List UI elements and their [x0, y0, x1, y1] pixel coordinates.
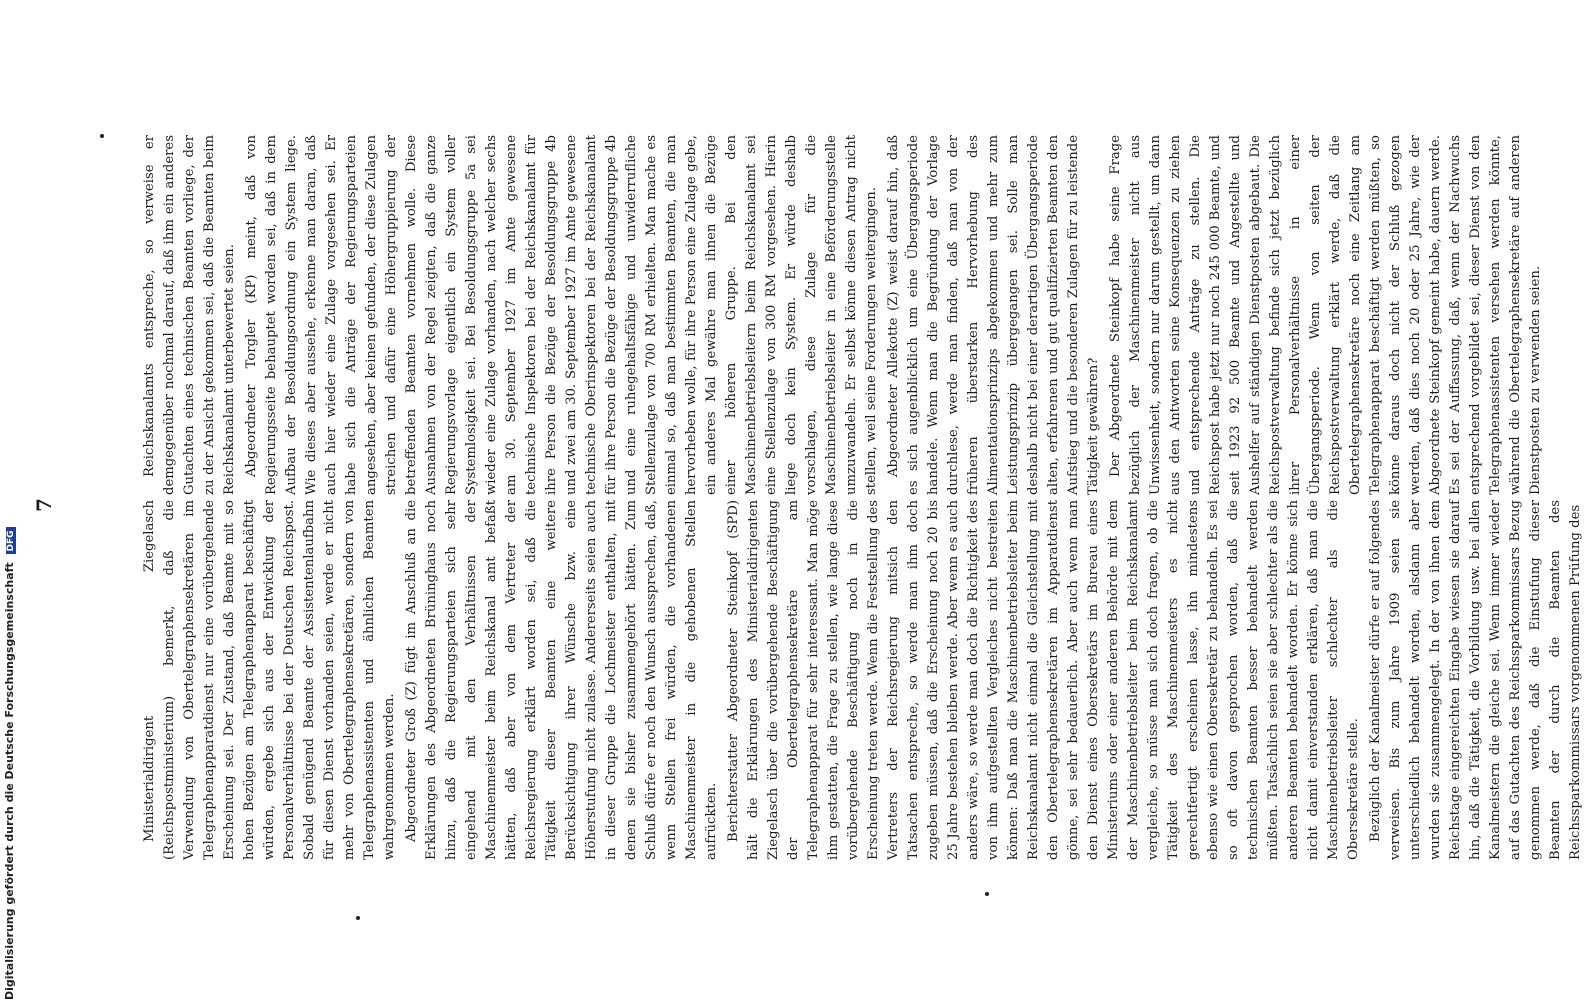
paragraph: Abgeordneter Groß (Z) fügt im Anschluß an die Erklärungen des Abgeordneten Brüninghaus noch hinzu, daß die Regierungsparteien sich sehr eingehend mit den Verhältnissen der Maschinenmeister beim Reichskanal amt befaßt hätten, daß aber von dem Vertreter der Reichsregierung erklärt worden sei, daß die Tätigkeit dieser Beamten eine weitere Berücksichtigung ihrer Wünsche bzw. eine Höherstufung nicht zulasse. Andererseits seien auch in dieser Gruppe die Lochmeister enthalten, mit denen sie bisher zusammengehört hätten. Zum Schluß dürfe er noch den Wunsch aussprechen, daß, wenn Stellen frei würden, die vorhandenen Maschinenmeister in die gehobenen Stellen aufrückten.	[404, 500, 719, 860]
paragraph: Abgeordneter Torgler (KP) meint, daß von Regierungsseite behauptet worden sei, daß in dem Aufbau der Besoldungsordnung ein System liege. Wie dieses aber aussehe, erkenne man daran, daß auch hier wieder eine Zulage vorgesehen sei. Er habe sich die Anträge der Regierungsparteien angesehen, aber keinen gefunden, der diese Zulagen streichen und dafür eine Höhergruppierung der betreffenden Beamten vornehmen wolle. Diese Ausnahmen von der Regel zeigten, daß die ganze Regierungsvorlage eigentlich ein System voller Systemlosigkeit sei. Bei Besoldungsgruppe 5a sei wieder eine Zulage vorhanden, nach welcher sechs am 30. September 1927 im Amte gewesene technische Inspektoren bei der Reichskanalamt für ihre Person die Bezüge der Besoldungsgruppe 4b und zwei am 30. September 1927 im Amte gewesene technische Oberinspektoren bei der Reichskanalamt für ihre Person die Bezüge der Besoldungsgruppe 4b und eine ruhegehaltsfähige und unwiderrufliche Stellenzulage von 700 RM erhielten. Man mache es einmal so, daß man bestimmten Beamten, die man hervorheben wolle, für ihre Person eine Zulage gebe, ein anderes Mal gewähre man ihnen die Bezüge einer höheren Gruppe. Bei den Maschinenbetriebsleitern beim Reichskanalamt sei eine Stellenzulage von 300 RM vorgesehen. Hierin liege doch kein System. Er würde deshalb vorschlagen, diese Zulage für die Maschinenbetriebsleiter in eine Beförderungsstelle umzuwandeln. Er selbst könne diesen Antrag nicht stellen, weil seine Forderungen weitergingen.	[244, 135, 879, 495]
dfg-logo: DFG	[6, 527, 16, 554]
scan-speck	[985, 892, 989, 896]
paragraph: Ministerialdirigent Ziegelasch (Reichspostministerium) bemerkt, daß die Verwendung von Obertelegraphensekretären im Telegraphenapparatdienst nur eine vorübergehende Erscheinung sei. Der Zustand, daß Beamte mit so hohen Bezügen am Telegraphenapparat beschäftigt würden, ergebe sich aus der Entwicklung der Personalverhältnisse bei der Deutschen Reichspost. Sobald genügend Beamte der Assistentenlaufbahn für diesen Dienst vorhanden seien, werde er nicht mehr von Obertelegraphensekretären, sondern von Telegraphenassistenten und ähnlichen Beamten wahrgenommen werden.	[142, 500, 397, 860]
right-column	[140, 135, 1543, 495]
digitization-footer	[0, 0, 22, 1000]
scan-speck	[356, 916, 360, 920]
footer-credit: Digitalisierung gefördert durch die Deutsche Forschungsgemeinschaft	[3, 562, 16, 1000]
paragraph: Abgeordneter Allekotte (Z) weist darauf hin, daß es sich augenblicklich um eine Übergangsperiode handele. Wenn man die Begründung der Vorlage durchlese, werde man finden, daß man von der früheren überstarken Hervorhebung des Alimentationsprinzips abgekommen und mehr zum Leistungsprinzip übergegangen sei. Solle man deshalb nicht bei einer derartigen Übergangsperiode alten, erfahrenen und gut qualifizierten Beamten den Aufstieg und die besonderen Zulagen für zu leistende Tätigkeit gewähren?	[886, 135, 1101, 495]
paragraph: Reichskanalamts entspreche, so verweise er demgegenüber nochmal darauf, daß ihm ein anderes Gutachten eines technischen Beamten vorliege, der zu der Ansicht gekommen sei, daß die Beamten beim Reichskanalamt unterbewertet seien.	[142, 135, 237, 495]
left-column	[140, 500, 1583, 860]
paragraph: Der Abgeordnete Steinkopf habe seine Frage bezüglich der Maschinenmeister nicht aus Unwissenheit, sondern nur darum gestellt, um dann aus den Antworten seine Konsequenzen zu ziehen und entsprechende Anträge zu stellen. Die Reichspost habe jetzt nur noch 245 000 Beamte, und seit 1923 92 500 Beamte und Angestellte und Aushelfer auf ständigen Dienstposten abgebaut. Die Reichspostverwaltung befinde sich jetzt bezüglich ihrer Personalverhältnisse in einer Übergangsperiode. Wenn von seiten der Reichspostverwaltung erklärt werde, daß die Obertelegraphensekretäre noch eine Zeitlang am Telegraphenapparat beschäftigt werden müßten, so könne daraus doch nicht der Schluß gezogen werden, daß dies noch 20 oder 25 Jahre, wie der Abgeordnete Steinkopf gemeint habe, dauern werde. Es sei der Auffassung, daß, wenn der Nachwuchs entsprechend vorgebildet sei, dieser Dienst von den Telegraphenassistenten versehen werden könnte, während die Obertelegraphensekretäre auf anderen Dienstposten zu verwenden seien.	[1108, 135, 1543, 495]
scan-speck	[100, 134, 104, 138]
page-number: 7	[32, 498, 56, 512]
paragraph: Bezüglich der Kanalmeister dürfe er auf folgendes verweisen. Bis zum Jahre 1909 seien sie unterschiedlich behandelt worden, alsdann aber wurden sie zusammengelegt. In der von ihnen dem Reichstage eingereichten Eingabe wiesen sie darauf hin, daß die Tätigkeit, die Vorbildung usw. bei allen Kanalmeistern die gleiche sei. Wenn immer wieder auf das Gutachten des Reichssparkommissars Bezug genommen werde, daß die Einstufung dieser Beamten der durch die Beamten des Reichssparkommissars vorgenommenen Prüfung des	[1368, 500, 1583, 860]
paragraph: Berichterstatter Abgeordneter Steinkopf (SPD) hält die Erklärungen des Ministerialdirigenten Ziegelasch über die vorübergehende Beschäftigung der Obertelegraphensekretäre am Telegraphenapparat für sehr interessant. Man möge ihm gestatten, die Frage zu stellen, wie lange diese vorübergehende Beschäftigung noch in die Erscheinung treten werde. Wenn die Feststellung des Vertreters der Reichsregierung mitsich den Tatsachen entspreche, so werde man ihm doch zugeben müssen, daß die Erscheinung noch 20 bis 25 Jahre bestehen bleiben werde. Aber wenn es auch anders wäre, so werde man doch die Richtigkeit des von ihm aufgestellten Vergleiches nicht bestreiten können: Daß man die Maschinenbetriebsleiter beim Reichskanalamt nicht einmal die Gleichstellung mit den Obertelegraphensekretären im Apparatdienst gönne, sei sehr bedauerlich. Aber auch wenn man den Dienst eines Obersekretärs im Bureau eines Ministeriums oder einer anderen Behörde mit dem der Maschinenbetriebsleiter beim Reichskanalamt vergleiche, so müsse man sich doch fragen, ob die Tätigkeit des Maschinenmeisters es nicht gerechtfertigt erscheinen lasse, ihn mindestens ebenso wie einen Obersekretär zu behandeln. Es sei so oft davon gesprochen worden, daß die technischen Beamten besser behandelt werden müßten. Tatsächlich seien sie aber schlechter als die anderen Beamten behandelt worden. Er könne sich nicht damit einverstanden erklären, daß man die Maschinenbetriebsleiter schlechter als die Obersekretäre stelle.	[726, 500, 1361, 860]
